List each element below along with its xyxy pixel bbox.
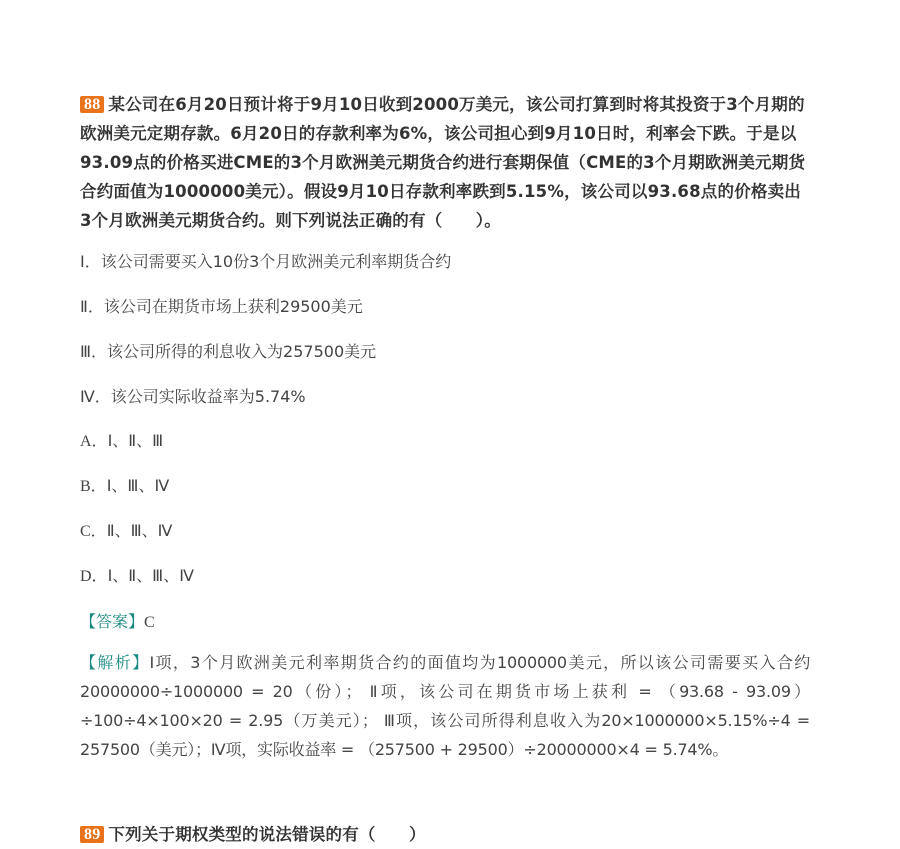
- analysis-label: 【解析】: [80, 653, 150, 672]
- statement-1: Ⅰ．该公司需要买入10份3个月欧洲美元利率期货合约: [80, 252, 452, 271]
- question-number-badge: 88: [80, 96, 104, 113]
- question-stem: [80, 90, 810, 235]
- statement-list: [80, 252, 810, 432]
- analysis-text: Ⅰ项，3个月欧洲美元利率期货合约的面值均为1000000美元，所以该公司需要买入合约20000000÷1000000 = 20（份）； Ⅱ项，该公司在期货市场上获利 = （93.68 - 93.09）÷100÷4×100×20 = 2.95（万美元）； Ⅲ项，该公司所得利息收入为20×1000000×5.15%÷4 = 257500（美元）；Ⅳ项，实际收益率 = （257500 + 29500）÷20000000×4 = 5.74%。: [80, 653, 810, 759]
- option-a[interactable]: A．Ⅰ、Ⅱ、Ⅲ: [80, 433, 164, 450]
- statement-2: Ⅱ．该公司在期货市场上获利29500美元: [80, 297, 363, 316]
- analysis: [80, 648, 810, 764]
- statement-3: Ⅲ．该公司所得的利息收入为257500美元: [80, 342, 377, 361]
- statement-4: Ⅳ．该公司实际收益率为5.74%: [80, 387, 306, 406]
- option-d[interactable]: D．Ⅰ、Ⅱ、Ⅲ、Ⅳ: [80, 568, 194, 585]
- option-list: [80, 432, 810, 612]
- option-c[interactable]: C．Ⅱ、Ⅲ、Ⅳ: [80, 523, 173, 540]
- question-number-badge: 89: [80, 826, 104, 843]
- option-b[interactable]: B．Ⅰ、Ⅲ、Ⅳ: [80, 478, 170, 495]
- question-stem-text: 某公司在6月20日预计将于9月10日收到2000万美元，该公司打算到时将其投资于3个月期的欧洲美元定期存款。6月20日的存款利率为6%，该公司担心到9月10日时，利率会下跌。于是以93.09点的价格买进CME的3个月欧洲美元期货合约进行套期保值（CME的3个月期欧洲美元期货合约面值为1000000美元）。假设9月10日存款利率跌到5.15%，该公司以93.68点的价格卖出3个月欧洲美元期货合约。则下列说法正确的有（ ）。: [80, 95, 806, 230]
- question-88: [80, 90, 810, 764]
- question-stem-text: 下列关于期权类型的说法错误的有（ ）: [108, 825, 426, 844]
- answer-label: 【答案】: [80, 612, 145, 631]
- answer-value: C: [144, 614, 155, 631]
